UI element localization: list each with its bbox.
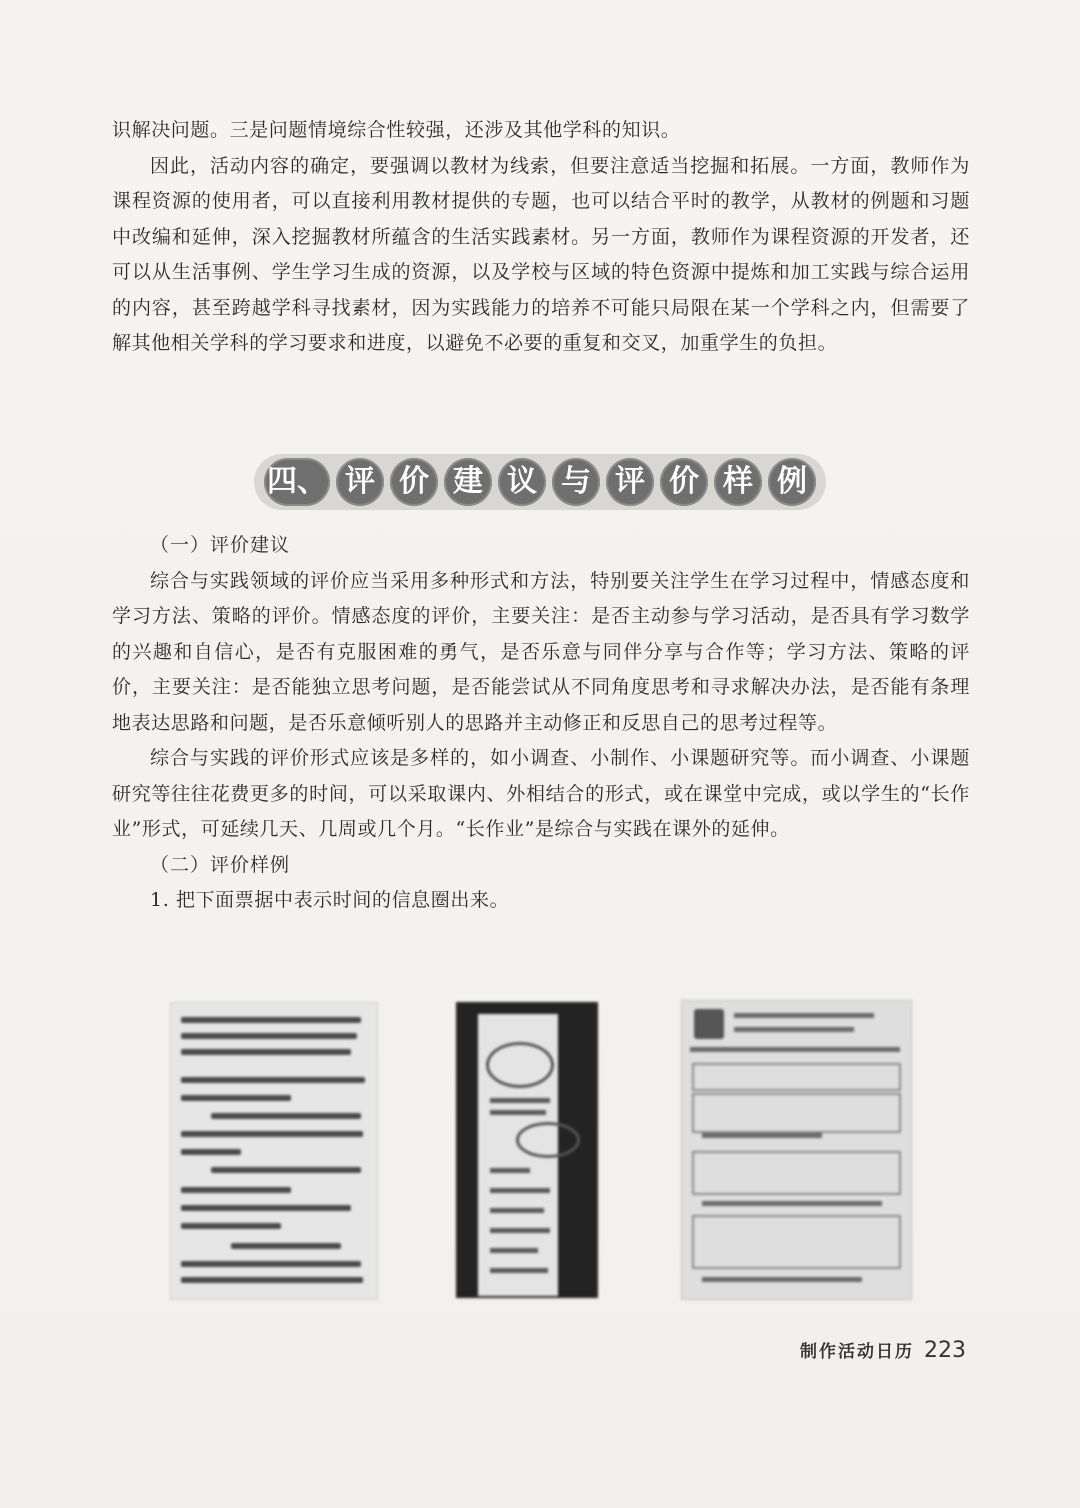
subheading-evaluation-examples: （二）评价样例 [150, 853, 291, 876]
evaluation-text-block [112, 528, 970, 919]
paragraph-continuation: 识解决问题。三是问题情境综合性较强，还涉及其他学科的知识。 [112, 119, 681, 141]
heading-char: 例 [768, 458, 816, 506]
subheading-evaluation-advice: （一）评价建议 [150, 534, 291, 556]
section-heading [0, 450, 1080, 514]
heading-char: 与 [552, 458, 600, 506]
page-number: 223 [924, 1338, 966, 1363]
receipt-images [0, 998, 1080, 1303]
ticket-stub-image [456, 1002, 598, 1298]
paragraph-evaluation-forms: 综合与实践的评价形式应该是多样的，如小调查、小制作、小课题研究等。而小调查、小课题研究等往往花费更多的时间，可以采取课内、外相结合的形式，或在课堂中完成，或以学生的“长作业”形式，可延续几天、几周或几个月。“长作业”是综合与实践在课外的延伸。 [112, 747, 970, 840]
heading-char: 议 [498, 458, 546, 506]
exercise-instruction: 1. 把下面票据中表示时间的信息圈出来。 [150, 889, 510, 911]
bank-advice-slip-image [681, 1000, 912, 1300]
footer-section-title: 制作活动日历 [800, 1342, 914, 1362]
heading-char: 建 [444, 458, 492, 506]
heading-char: 评 [606, 458, 654, 506]
paragraph-content-selection: 因此，活动内容的确定，要强调以教材为线索，但要注意适当挖掘和拓展。一方面，教师作为课程资源的使用者，可以直接利用教材提供的专题，也可以结合平时的教学，从教材的例题和习题中改编和延伸，深入挖掘教材所蕴含的生活实践素材。另一方面，教师作为课程资源的开发者，还可以从生活事例、学生学习生成的资源，以及学校与区域的特色资源中提炼和加工实践与综合运用的内容，甚至跨越学科寻找素材，因为实践能力的培养不可能只局限在某一个学科之内，但需要了解其他相关学科的学习要求和进度，以避免不必要的重复和交叉，加重学生的负担。 [112, 154, 970, 354]
heading-char: 评 [336, 458, 384, 506]
shopping-receipt-image [170, 1002, 378, 1300]
intro-text-block [112, 113, 970, 362]
heading-char: 四、 [264, 458, 330, 506]
heading-char: 价 [390, 458, 438, 506]
heading-char: 价 [660, 458, 708, 506]
paragraph-evaluation-methods: 综合与实践领域的评价应当采用多种形式和方法，特别要关注学生在学习过程中，情感态度和学习方法、策略的评价。情感态度的评价，主要关注：是否主动参与学习活动，是否具有学习数学的兴趣和自信心，是否有克服困难的勇气，是否乐意与同伴分享与合作等；学习方法、策略的评价，主要关注：是否能独立思考问题，是否能尝试从不同角度思考和寻求解决办法，是否能有条理地表达思路和问题，是否乐意倾听别人的思路并主动修正和反思自己的思考过程等。 [112, 569, 970, 734]
section-heading-bar [254, 454, 826, 510]
heading-char: 样 [714, 458, 762, 506]
page-footer [800, 1337, 966, 1363]
